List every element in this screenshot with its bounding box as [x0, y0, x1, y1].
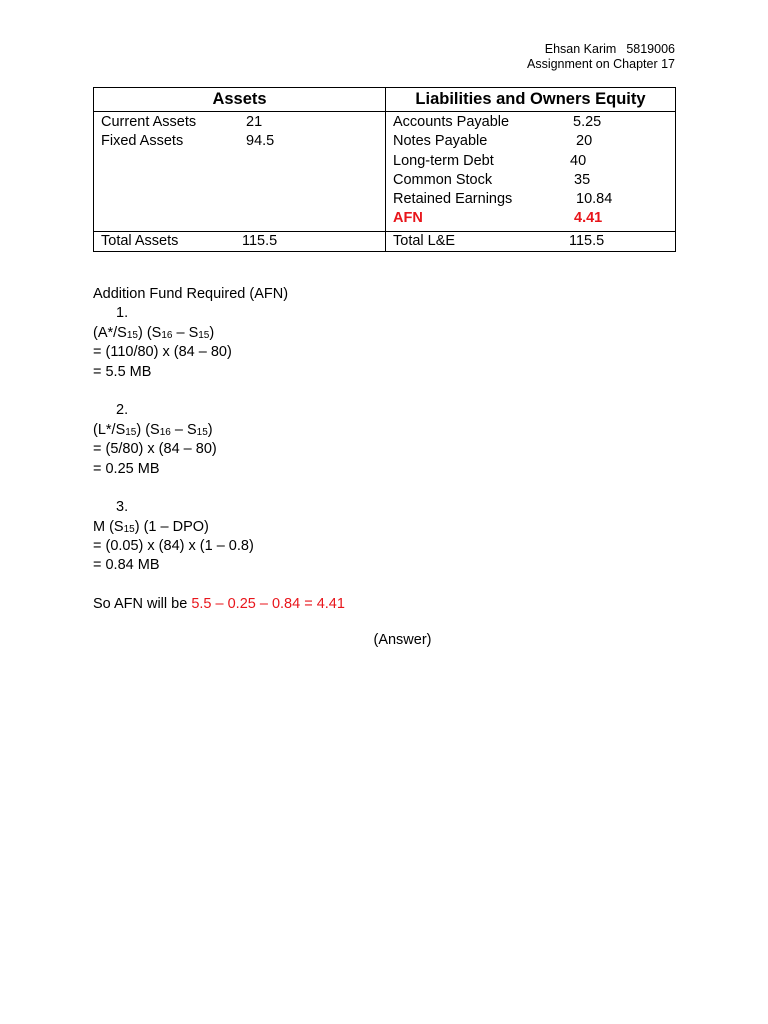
liability-label: Retained Earnings [393, 191, 513, 208]
liability-value: 20 [576, 133, 593, 150]
total-le-cell [386, 231, 676, 251]
calculation-title: Addition Fund Required (AFN) [93, 286, 289, 302]
asset-value: 21 [246, 114, 263, 130]
afn-value: 4.41 [574, 210, 603, 227]
table-body-row [94, 112, 676, 232]
asset-label: Current Assets [101, 114, 197, 130]
liability-value: 40 [570, 152, 587, 169]
liability-label: Notes Payable [393, 133, 488, 150]
liability-label: Accounts Payable [393, 114, 510, 130]
assets-heading: Assets [94, 88, 386, 112]
balance-sheet-table [93, 87, 676, 252]
step-number: 2. [116, 402, 129, 419]
page-header [527, 42, 675, 72]
step-result: = 0.84 MB [93, 557, 160, 574]
asset-value: 94.5 [246, 133, 275, 150]
liability-row [393, 132, 675, 151]
liability-value: 10.84 [576, 191, 613, 208]
step-number: 3. [116, 499, 129, 516]
afn-label: AFN [393, 210, 423, 227]
step-calc: = (110/80) x (84 – 80) [93, 344, 232, 361]
step-result: = 5.5 MB [93, 363, 152, 380]
liabilities-cell [386, 112, 676, 232]
total-assets-cell [94, 231, 386, 251]
answer-label: (Answer) [373, 632, 432, 648]
conclusion-expression: 5.5 – 0.25 – 0.84 = 4.41 [191, 596, 345, 613]
asset-row [101, 132, 385, 151]
liability-row [393, 171, 675, 190]
step-formula: $(A*/S_{15})$ $(S_{16} - S_{15})$ [93, 324, 215, 341]
step-formula: M $(S_{15})$ (1 – DPO) [93, 518, 209, 535]
total-le-value: 115.5 [569, 232, 605, 249]
liability-row [393, 113, 675, 132]
liability-label: Common Stock [393, 171, 493, 188]
step-calc: = (0.05) x (84) x (1 – 0.8) [93, 538, 254, 555]
step-formula: $(L*/S_{15})$ $(S_{16} - S_{15})$ [93, 421, 213, 438]
conclusion: So AFN will be 5.5 – 0.25 – 0.84 = 4.41 [93, 596, 345, 613]
total-le-label: Total L&E [393, 232, 456, 249]
liability-row [393, 152, 675, 171]
assignment-title: Assignment on Chapter 17 [526, 57, 675, 71]
author-name: Ehsan Karim [544, 42, 617, 56]
step-result: = 0.25 MB [93, 460, 160, 477]
totals-row [94, 231, 676, 251]
total-assets-label: Total Assets [101, 232, 179, 249]
liability-label: Long-term Debt [393, 152, 494, 169]
table-header-row [94, 88, 676, 112]
liabilities-heading: Liabilities and Owners Equity [386, 88, 676, 112]
afn-calculation [93, 285, 345, 615]
afn-row [393, 209, 675, 228]
assets-cell [94, 112, 386, 232]
step-calc: = (5/80) x (84 – 80) [93, 441, 217, 458]
step-number: 1. [116, 305, 129, 322]
liability-row [393, 190, 675, 209]
student-id: 5819006 [626, 42, 675, 56]
total-assets-value: 115.5 [242, 232, 278, 249]
liability-value: 5.25 [573, 114, 602, 130]
asset-label: Fixed Assets [101, 133, 184, 150]
asset-row [101, 113, 385, 132]
liability-value: 35 [574, 171, 591, 188]
author-line [527, 42, 675, 57]
